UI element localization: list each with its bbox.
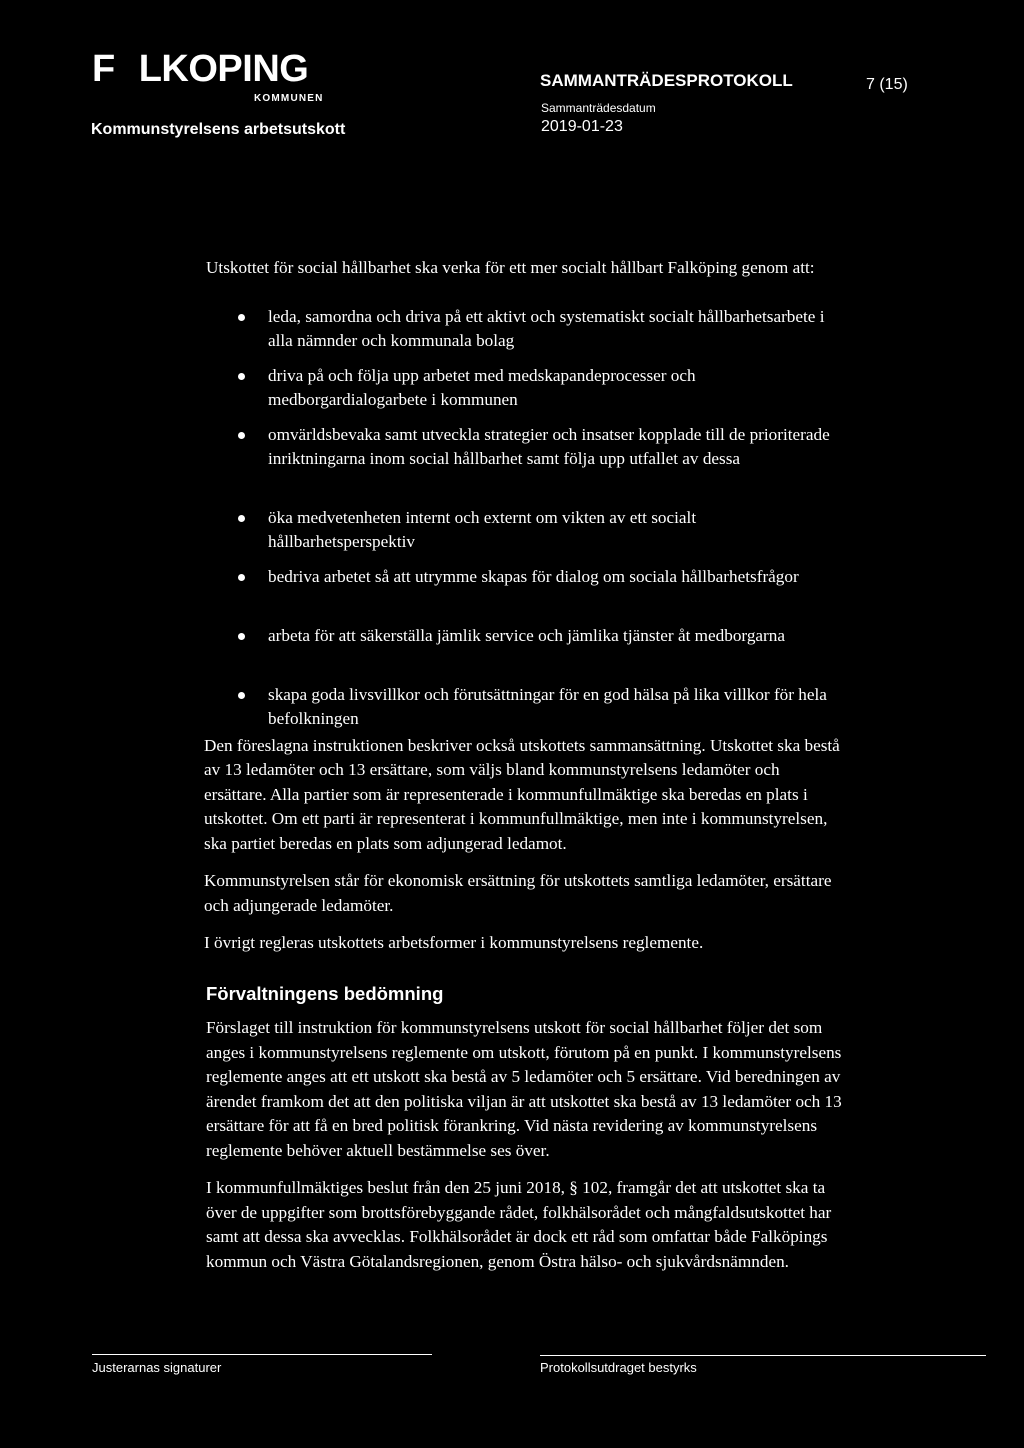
signatures-label: Justerarnas signaturer (92, 1360, 222, 1375)
certification-label: Protokollsutdraget bestyrks (540, 1360, 697, 1375)
committee-name: Kommunstyrelsens arbetsutskott (91, 121, 346, 138)
bullet-icon (238, 633, 245, 640)
logo-subtitle: KOMMUNEN (254, 93, 324, 104)
document-body (206, 256, 846, 1287)
assessment-paragraph: Förslaget till instruktion för kommunstyrelsens utskott för social hållbarhet följer det som anges i kommunstyrelsens reglemente om utskott, förutom på en punkt. I kommunstyrelsens reglemente anges att ett utskott ska bestå av 5 ledamöter och 5 ersättare. Vid beredningen av ärendet framkom det att den politiska viljan är att utskottet ska bestå av 13 ledamöter och 13 ersättare för att få en bred politisk förankring. Vid nästa revidering av kommunstyrelsens reglemente behöver aktuell bestämmelse ses över. (206, 1018, 842, 1160)
meeting-date: 2019-01-23 (541, 118, 623, 135)
municipality-logo (92, 48, 324, 104)
logo-letters: LKOPING (138, 48, 309, 90)
list-item-text: driva på och följa upp arbetet med medskapandeprocesser och medborgardialogarbete i kommunen (268, 365, 696, 409)
duties-list (206, 305, 846, 732)
document-title: SAMMANTRÄDESPROTOKOLL (540, 71, 793, 90)
bullet-icon (238, 692, 245, 699)
intro-paragraph: Utskottet för social hållbarhet ska verka för ett mer socialt hållbart Falköping genom att: (206, 258, 815, 277)
list-item (206, 683, 846, 732)
council-decision-paragraph: I kommunfullmäktiges beslut från den 25 juni 2018, § 102, framgår det att utskottet ska ta över de uppgifter som brottsförebyggande rådet, folkhälsorådet och mångfaldsutskottet har samt att dessa ska avvecklas. Folkhälsorådet är dock ett råd som omfattar både Falköpings kommun och Västra Götalandsregionen, genom Östra hälso- och sjukvårdsnämnden. (206, 1178, 832, 1271)
section-heading: Förvaltningens bedömning (206, 982, 444, 1004)
list-item (206, 305, 846, 354)
list-item-text: omvärldsbevaka samt utveckla strategier och insatser kopplade till de prioriterade inriktningarna inom social hållbarhet samt följa upp utfallet av dessa (268, 424, 830, 468)
list-item-text: leda, samordna och driva på ett aktivt och systematiskt socialt hållbarhetsarbete i alla nämnder och kommunala bolag (268, 306, 825, 350)
signature-line (92, 1354, 432, 1355)
list-item (206, 565, 846, 614)
logo-letter-f: F (92, 48, 115, 90)
bullet-icon (238, 432, 245, 439)
list-item-text: öka medvetenheten internt och externt om vikten av ett socialt hållbarhetsperspektiv (268, 507, 697, 551)
list-item (206, 506, 846, 555)
composition-paragraph: Den föreslagna instruktionen beskriver också utskottets sammansättning. Utskottet ska bestå av 13 ledamöter och 13 ersättare, som väljs bland kommunstyrelsens ledamöter och ersättare. Alla partier som är representerade i kommunfullmäktige ska beredas en plats i utskottet. Om ett parti är representerat i kommunfullmäktige, men inte i kommunstyrelsen, ska partiet beredas en plats som adjungerad ledamot. (204, 735, 840, 853)
list-item-text: arbeta för att säkerställa jämlik service och jämlika tjänster åt medborgarna (268, 625, 786, 645)
working-forms-paragraph: I övrigt regleras utskottets arbetsformer i kommunstyrelsens reglemente. (204, 933, 704, 952)
bullet-icon (238, 515, 245, 522)
bullet-icon (238, 373, 245, 380)
certification-line (540, 1355, 986, 1356)
meeting-date-label: Sammanträdesdatum (541, 101, 656, 115)
list-item-text: skapa goda livsvillkor och förutsättningar för en god hälsa på lika villkor för hela befolkningen (268, 684, 827, 728)
page-number: 7 (15) (866, 76, 908, 93)
bullet-icon (238, 574, 245, 581)
list-item-text: bedriva arbetet så att utrymme skapas för dialog om sociala hållbarhetsfrågor (268, 566, 799, 586)
compensation-paragraph: Kommunstyrelsen står för ekonomisk ersättning för utskottets samtliga ledamöter, ersättare och adjungerade ledamöter. (204, 871, 832, 915)
list-item (206, 624, 846, 673)
list-item (206, 364, 846, 413)
bullet-icon (238, 314, 245, 321)
logo-seal-icon (119, 52, 137, 82)
list-item (206, 423, 846, 496)
